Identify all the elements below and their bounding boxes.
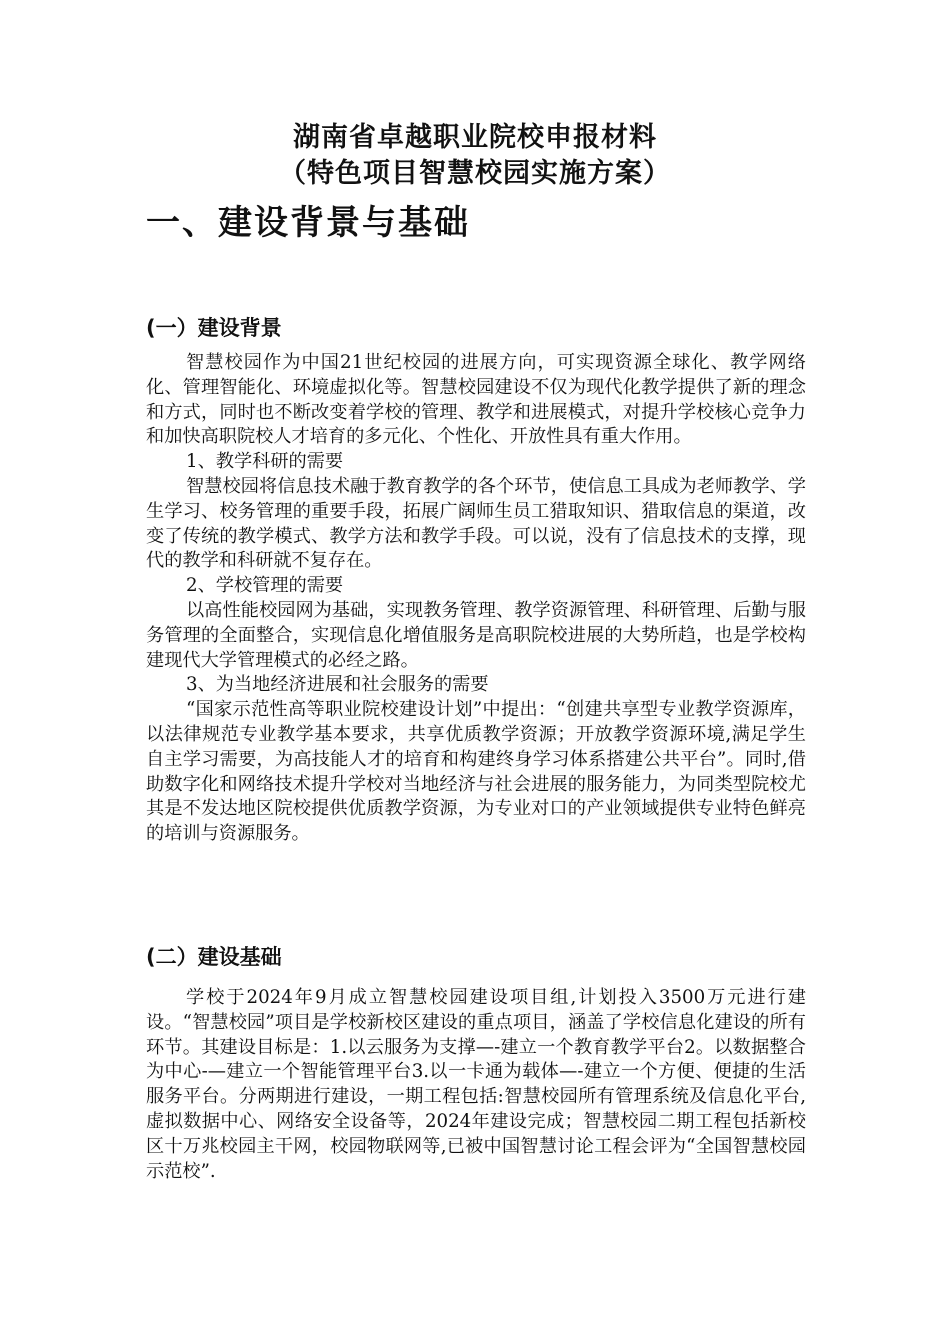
document-title xyxy=(0,120,950,192)
paragraph: 智慧校园作为中国21世纪校园的进展方向，可实现资源全球化、教学网络化、管理智能化、环境虚拟化等。智慧校园建设不仅为现代化教学提供了新的理念和方式，同时也不断改变着学校的管理、教学和进展模式，对提升学校核心竞争力和加快高职院校人才培育的多元化、个性化、开放性具有重大作用。 xyxy=(146,352,806,448)
paragraph: “国家示范性高等职业院校建设计划”中提出：“创建共享型专业教学资源库，以法律规范专业教学基本要求，共享优质教学资源；开放教学资源环境,满足学生自主学习需要，为高技能人才的培育和构建终身学习体系搭建公共平台”。同时,借助数字化和网络技术提升学校对当地经济与社会进展的服务能力，为同类型院校尤其是不发达地区院校提供优质教学资源，为专业对口的产业领域提供专业特色鲜亮的培训与资源服务。 xyxy=(146,699,806,845)
list-heading: 3、为当地经济进展和社会服务的需要 xyxy=(186,674,489,696)
subsection-heading-background: (一）建设背景 xyxy=(146,316,282,340)
list-heading: 1、教学科研的需要 xyxy=(186,451,344,473)
foundation-body xyxy=(146,986,806,1184)
paragraph: 智慧校园将信息技术融于教育教学的各个环节，使信息工具成为老师教学、学生学习、校务管理的重要手段，拓展广阔师生员工猎取知识、猎取信息的渠道，改变了传统的教学模式、教学方法和教学手段。可以说，没有了信息技术的支撑，现代的教学和科研就不复存在。 xyxy=(146,475,806,572)
background-body xyxy=(146,351,806,847)
list-heading: 2、学校管理的需要 xyxy=(186,575,344,597)
title-line-1: 湖南省卓越职业院校申报材料 xyxy=(293,122,657,153)
section-heading-1: 一、建设背景与基础 xyxy=(146,203,470,243)
paragraph: 以高性能校园网为基础，实现教务管理、教学资源管理、科研管理、后勤与服务管理的全面整合，实现信息化增值服务是高职院校进展的大势所趋，也是学校构建现代大学管理模式的必经之路。 xyxy=(146,599,806,671)
subsection-heading-foundation: (二）建设基础 xyxy=(146,945,282,969)
title-line-2: （特色项目智慧校园实施方案） xyxy=(279,158,671,189)
paragraph: 学校于2024年9月成立智慧校园建设项目组,计划投入3500万元进行建设。“智慧校园”项目是学校新校区建设的重点项目，涵盖了学校信息化建设的所有环节。其建设目标是：1.以云服务为支撑—-建立一个教育教学平台2。以数据整合为中心-—建立一个智能管理平台3.以一卡通为载体—-建立一个方便、便捷的生活服务平台。分两期进行建设，一期工程包括:智慧校园所有管理系统及信息化平台,虚拟数据中心、网络安全设备等，2024年建设完成；智慧校园二期工程包括新校区十万兆校园主干网，校园物联网等,已被中国智慧讨论工程会评为“全国智慧校园示范校”. xyxy=(146,987,806,1182)
